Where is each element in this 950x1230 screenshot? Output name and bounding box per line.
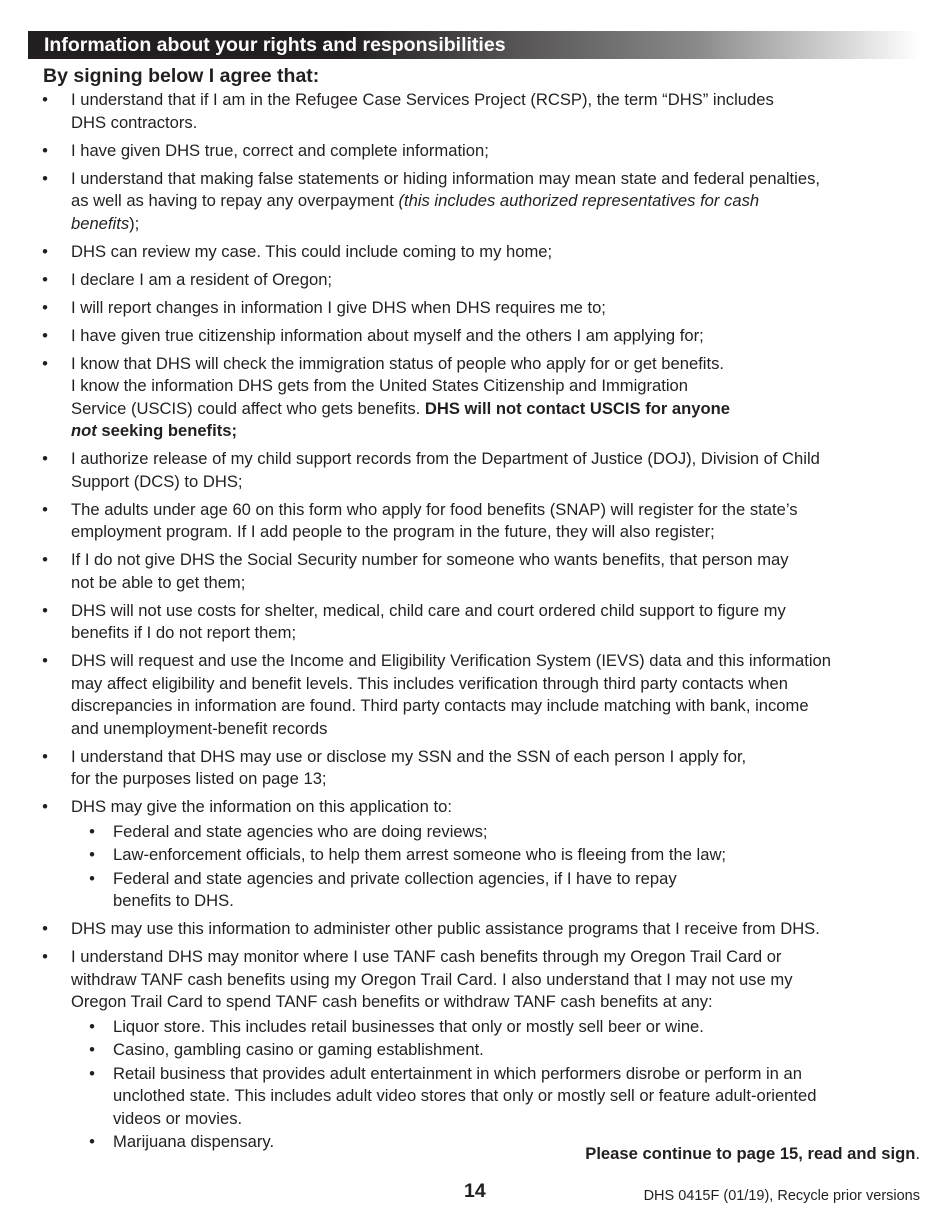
- sub-list-item: • Law-enforcement officials, to help them arrest someone who is fleeing from the law;: [71, 844, 926, 867]
- sub-list-item: • Federal and state agencies who are doing reviews;: [71, 821, 926, 844]
- sub-list-item: • Federal and state agencies and private collection agencies, if I have to repay benefits to DHS.: [71, 868, 926, 913]
- bullet-icon: •: [89, 868, 95, 888]
- list-item: • DHS may give the information on this application to: • Federal and state agencies who are doing reviews; • Law-enforcement officials, to help them arrest someone who is fleeing from the law; • Federal and state agencies and private collection agencies, if I have to repay benefits to DHS.: [38, 796, 926, 913]
- section-header-bar: [28, 31, 920, 59]
- bullet-icon: •: [42, 269, 48, 289]
- bullet-icon: •: [89, 1132, 95, 1151]
- bullet-icon: •: [42, 651, 48, 670]
- bullet-icon: •: [42, 746, 48, 766]
- bullet-icon: •: [42, 241, 48, 261]
- list-item: • I understand that DHS may use or disclose my SSN and the SSN of each person I apply for, for the purposes listed on page 13;: [38, 746, 926, 791]
- bullet-icon: •: [42, 550, 48, 569]
- agreement-heading: By signing below I agree that:: [43, 65, 320, 87]
- bullet-icon: •: [42, 140, 48, 160]
- page-number: 14: [464, 1180, 486, 1202]
- bullet-icon: •: [42, 90, 48, 109]
- section-title: Information about your rights and responsibilities: [44, 34, 506, 56]
- sub-list: [71, 821, 926, 913]
- list-item: • DHS will not use costs for shelter, medical, child care and court ordered child support to figure my benefits if I do not report them;: [38, 600, 926, 645]
- sub-list-item: • Retail business that provides adult entertainment in which performers disrobe or perform in an unclothed state. This includes adult video stores that only or mostly sell or feature adult-oriented videos or movies.: [71, 1063, 926, 1131]
- list-item: • If I do not give DHS the Social Security number for someone who wants benefits, that person may not be able to get them;: [38, 549, 926, 594]
- bullet-icon: •: [89, 1016, 95, 1036]
- list-item: • I understand DHS may monitor where I use TANF cash benefits through my Oregon Trail Card or withdraw TANF cash benefits using my Oregon Trail Card. I also understand that I may not use my Oregon Trail Card to spend TANF cash benefits or withdraw TANF cash benefits at any: • Liquor store. This includes retail businesses that only or mostly sell beer or wine. • Casino, gambling casino or gaming establishment. • Retail business that provides adult entertainment in which performers disrobe or perform in an unclothed state. This includes adult video stores that only or mostly sell or feature adult-oriented videos or movies. • Marijuana dispensary.: [38, 946, 926, 1154]
- agreement-content: [38, 89, 926, 1159]
- bullet-icon: •: [89, 821, 95, 841]
- sub-list-item: • Marijuana dispensary.: [71, 1131, 926, 1154]
- continue-note: Please continue to page 15, read and sign.: [585, 1144, 920, 1163]
- list-item: • DHS can review my case. This could include coming to my home;: [38, 241, 926, 264]
- list-item: • I have given true citizenship information about myself and the others I am applying for;: [38, 325, 926, 348]
- agreement-list: [38, 89, 926, 1154]
- bullet-icon: •: [42, 297, 48, 317]
- bullet-icon: •: [42, 449, 48, 468]
- list-item: • I know that DHS will check the immigration status of people who apply for or get benefits. I know the information DHS gets from the United States Citizenship and Immigration Service (USCIS) could affect who gets benefits. DHS will not contact USCIS for anyone not seeking benefits;: [38, 353, 926, 443]
- list-item: • I understand that if I am in the Refugee Case Services Project (RCSP), the term “DHS” includes DHS contractors.: [38, 89, 926, 134]
- bullet-icon: •: [89, 1040, 95, 1059]
- sub-list-item: • Liquor store. This includes retail businesses that only or mostly sell beer or wine.: [71, 1016, 926, 1039]
- list-item: • I authorize release of my child support records from the Department of Justice (DOJ), Division of Child Support (DCS) to DHS;: [38, 448, 926, 493]
- bullet-icon: •: [42, 797, 48, 816]
- bullet-icon: •: [42, 325, 48, 345]
- sub-list-item: • Casino, gambling casino or gaming establishment.: [71, 1039, 926, 1062]
- list-item: • I understand that making false statements or hiding information may mean state and federal penalties, as well as having to repay any overpayment (this includes authorized representatives for cash benefits);: [38, 168, 926, 236]
- list-item: • The adults under age 60 on this form who apply for food benefits (SNAP) will register for the state’s employment program. If I add people to the program in the future, they will also register;: [38, 499, 926, 544]
- bullet-icon: •: [42, 600, 48, 620]
- list-item: • DHS may use this information to administer other public assistance programs that I receive from DHS.: [38, 918, 926, 941]
- list-item: • I have given DHS true, correct and complete information;: [38, 140, 926, 163]
- sub-list: [71, 1016, 926, 1154]
- bullet-icon: •: [42, 919, 48, 938]
- bullet-icon: •: [42, 499, 48, 519]
- bullet-icon: •: [89, 845, 95, 864]
- list-item: • I declare I am a resident of Oregon;: [38, 269, 926, 292]
- bullet-icon: •: [42, 353, 48, 373]
- list-item: • DHS will request and use the Income and Eligibility Verification System (IEVS) data and this information may affect eligibility and benefit levels. This includes verification through third party contacts when discrepancies in information are found. Third party contacts may include matching with bank, income and unemployment-benefit records: [38, 650, 926, 740]
- bullet-icon: •: [42, 168, 48, 188]
- list-item: • I will report changes in information I give DHS when DHS requires me to;: [38, 297, 926, 320]
- bullet-icon: •: [42, 947, 48, 966]
- form-identifier: DHS 0415F (01/19), Recycle prior versions: [643, 1188, 920, 1204]
- bullet-icon: •: [89, 1063, 95, 1083]
